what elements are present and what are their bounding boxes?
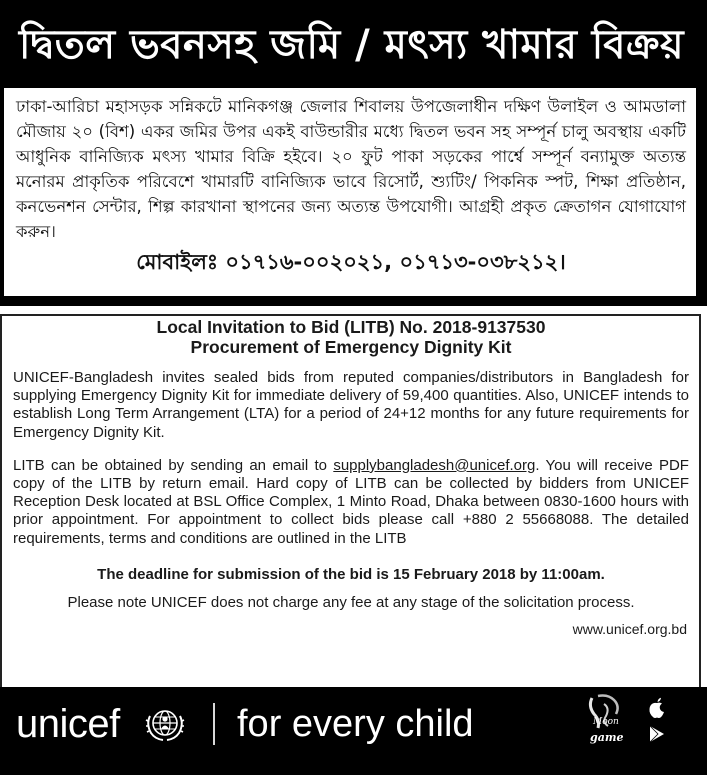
ad-description: ঢাকা-আরিচা মহাসড়ক সন্নিকটে মানিকগঞ্জ জেলার শিবালয় উপজেলাধীন দক্ষিণ উলাইল ও আমডালা মৌজায় ২০ (বিশ) একর জমির উপর একই বাউন্ডারীর মধ্যে দ্বিতল ভবন সহ সম্পূর্ন চালু অবস্থায় একটি আধুনিক বানিজ্যিক মৎস্য খামার বিক্রি হইবে। ২০ ফুট পাকা সড়কের পার্শ্বে সম্পূর্ন বন্যামুক্ত অত্যন্ত মনোরম প্রাকৃতিক পরিবেশে খামারটি বানিজ্যিক ভাবে রিসোর্ট, শ্যুটিং/ পিকনিক স্পট, শিক্ষা প্রতিষ্ঠান, কনভেনশন সেন্টার, শিল্প কারখানা স্থাপনের জন্য অত্যন্ত উপযোগী। আগ্রহী প্রকৃত ক্রেতাগন যোগাযোগ করুন। — [16, 97, 686, 241]
ad-mobile-numbers: মোবাইলঃ ০১৭১৬-০০২০২১, ০১৭১৩-০৩৮২১২। — [136, 250, 566, 274]
unicef-footer-band — [0, 687, 707, 775]
notice-title-line1: Local Invitation to Bid (LITB) No. 2018-9137530 — [156, 317, 546, 337]
submission-deadline: The deadline for submission of the bid is 15 February 2018 by 11:00am. — [97, 565, 605, 583]
notice-paragraph-intro: UNICEF-Bangladesh invites sealed bids from reputed companies/distributors in Bangladesh for supplying Emergency Dignity Kit for immediate delivery of 59,400 quantities. Also, UNICEF intends to establish Long Term Arrangement (LTA) for a period of 24+12 months for any future requirements for Emergency Dignity Kit. — [13, 369, 689, 441]
ad-body-box — [4, 88, 696, 296]
no-fee-note: Please note UNICEF does not charge any fee at any stage of the solicitation process. — [67, 593, 635, 611]
unicef-emblem-icon — [143, 702, 187, 746]
footer-divider — [213, 703, 215, 745]
instructions-lead-text: LITB can be obtained by sending an email to — [13, 456, 334, 474]
notice-title — [13, 317, 689, 357]
ad-headline: দ্বিতল ভবনসহ জমি / মৎস্য খামার বিক্রয় — [18, 21, 685, 68]
game-label: game — [590, 731, 624, 744]
supply-email-link[interactable]: supplybangladesh@unicef.org — [333, 456, 536, 474]
instructions-remaining-text: . You will receive PDF copy of the LITB by return email. Hard copy of LITB can be collected by bidders from UNICEF Reception Desk located at BSL Office Complex, 1 Minto Road, Dhaka between 0830-1600 hours with prior appointment. For appointment to collect bids please call +880 2 55668088. The detailed requirements, terms and conditions are outlined in the LITB — [13, 456, 689, 547]
unicef-tagline: for every child — [237, 703, 474, 745]
notice-paragraph-instructions — [13, 457, 689, 548]
apple-icon[interactable] — [648, 697, 666, 719]
website-url[interactable]: www.unicef.org.bd — [572, 620, 687, 637]
play-store-icon[interactable] — [649, 725, 665, 743]
game-logo-icon — [584, 692, 628, 732]
game-logo-text: Moon — [593, 717, 619, 727]
land-sale-advertisement — [0, 0, 707, 306]
notice-content — [13, 317, 689, 637]
unicef-wordmark: unicef — [16, 702, 120, 746]
unicef-bid-notice — [0, 306, 707, 775]
notice-title-line2: Procurement of Emergency Dignity Kit — [190, 337, 512, 357]
